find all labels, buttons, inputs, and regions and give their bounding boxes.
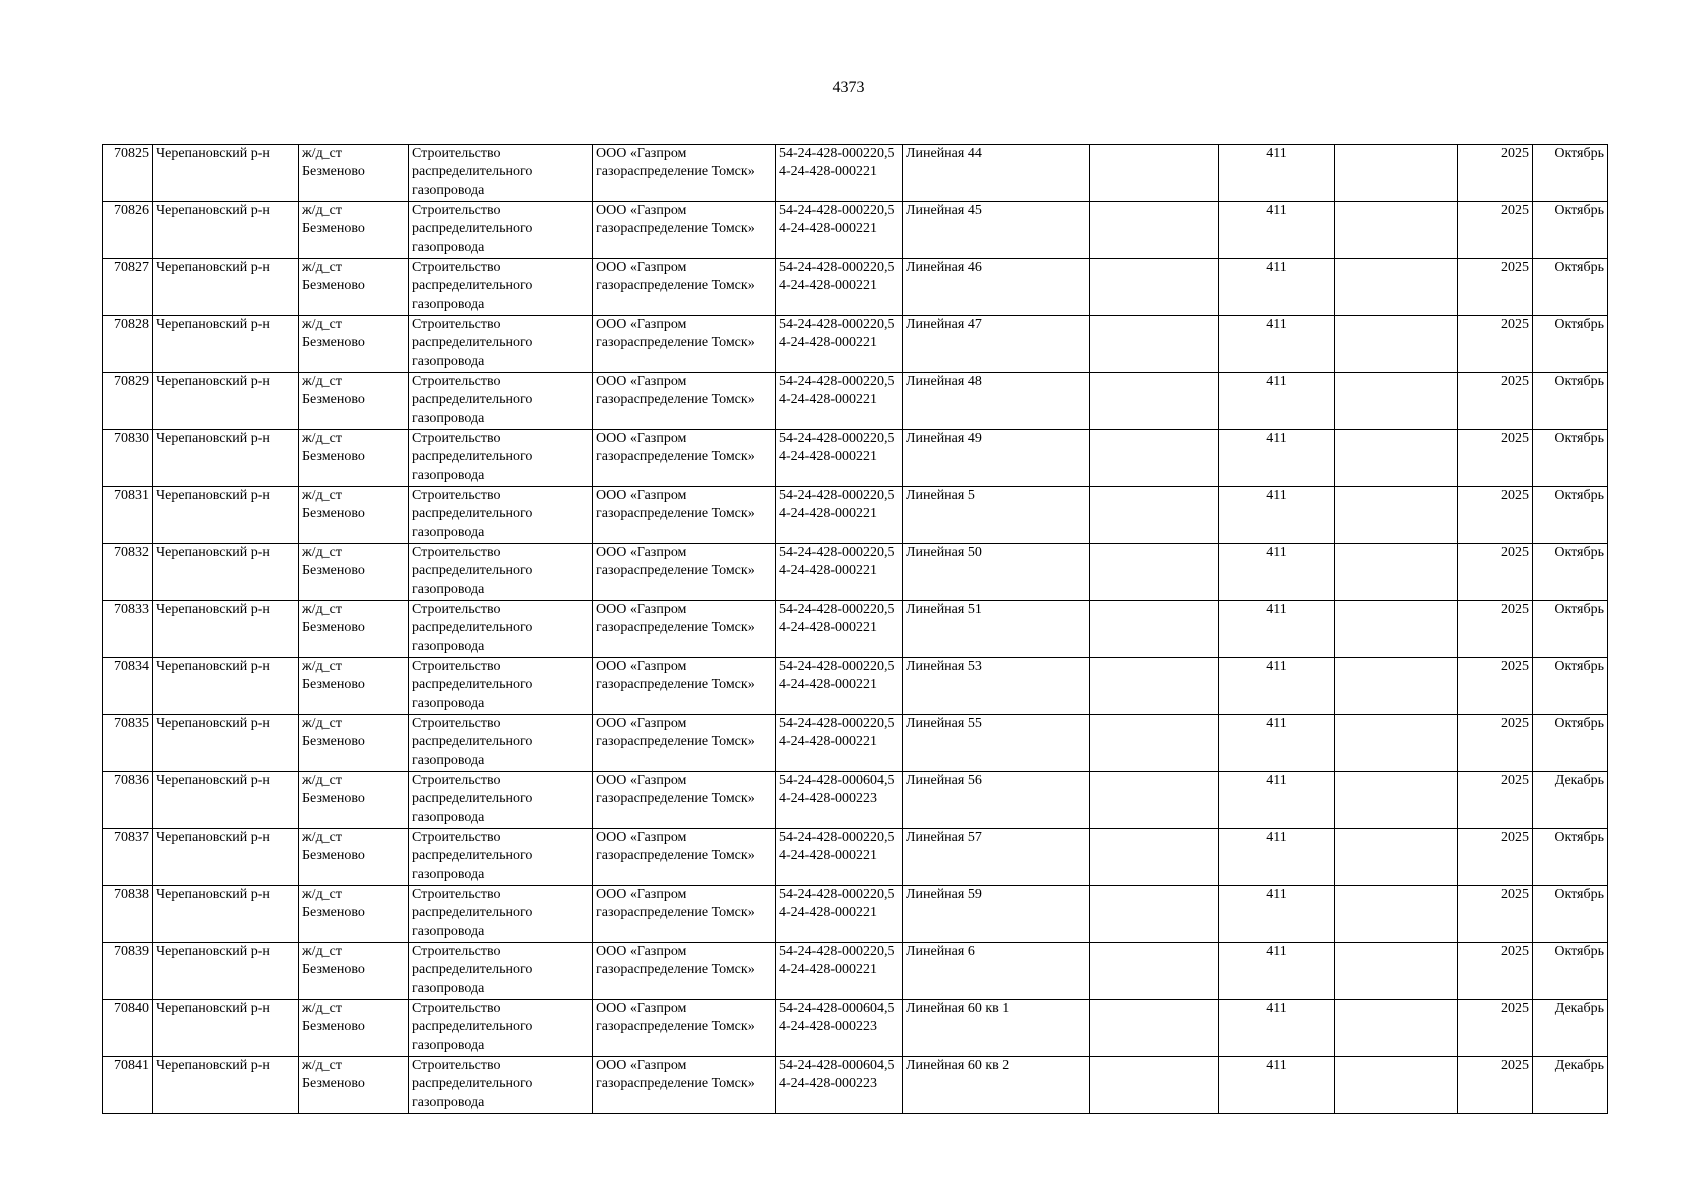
empty-cell	[1090, 202, 1219, 259]
year-cell: 2025	[1458, 202, 1533, 259]
cadastral-number-cell: 54-24-428-000220,54-24-428-000221	[776, 145, 903, 202]
locality-cell: ж/д_ст Безменово	[299, 943, 409, 1000]
table-row	[103, 316, 1608, 373]
year-cell: 2025	[1458, 772, 1533, 829]
object-name-cell: Линейная 48	[903, 373, 1090, 430]
locality-cell: ж/д_ст Безменово	[299, 373, 409, 430]
work-type-cell: Строительство распределительного газопровода	[409, 1000, 593, 1057]
district-cell: Черепановский р-н	[153, 316, 299, 373]
month-cell: Октябрь	[1533, 886, 1608, 943]
cadastral-number-cell: 54-24-428-000220,54-24-428-000221	[776, 886, 903, 943]
empty-cell	[1090, 1000, 1219, 1057]
work-type-cell: Строительство распределительного газопровода	[409, 544, 593, 601]
locality-cell: ж/д_ст Безменово	[299, 715, 409, 772]
cadastral-number-cell: 54-24-428-000220,54-24-428-000221	[776, 316, 903, 373]
locality-cell: ж/д_ст Безменово	[299, 544, 409, 601]
code-cell: 411	[1219, 259, 1335, 316]
object-name-cell: Линейная 49	[903, 430, 1090, 487]
empty-cell	[1090, 430, 1219, 487]
empty-cell	[1335, 601, 1458, 658]
row-number: 70838	[103, 886, 153, 943]
empty-cell	[1335, 487, 1458, 544]
page-number: 4373	[832, 79, 865, 96]
empty-cell	[1090, 715, 1219, 772]
row-number: 70836	[103, 772, 153, 829]
locality-cell: ж/д_ст Безменово	[299, 259, 409, 316]
month-cell: Декабрь	[1533, 1000, 1608, 1057]
empty-cell	[1335, 145, 1458, 202]
cadastral-number-cell: 54-24-428-000220,54-24-428-000221	[776, 430, 903, 487]
object-name-cell: Линейная 53	[903, 658, 1090, 715]
locality-cell: ж/д_ст Безменово	[299, 1000, 409, 1057]
locality-cell: ж/д_ст Безменово	[299, 658, 409, 715]
row-number: 70835	[103, 715, 153, 772]
month-cell: Октябрь	[1533, 316, 1608, 373]
month-cell: Октябрь	[1533, 430, 1608, 487]
empty-cell	[1090, 373, 1219, 430]
month-cell: Октябрь	[1533, 487, 1608, 544]
organization-cell: ООО «Газпром газораспределение Томск»	[593, 943, 776, 1000]
code-cell: 411	[1219, 316, 1335, 373]
year-cell: 2025	[1458, 316, 1533, 373]
object-name-cell: Линейная 60 кв 2	[903, 1057, 1090, 1114]
row-number: 70841	[103, 1057, 153, 1114]
month-cell: Октябрь	[1533, 202, 1608, 259]
table-row	[103, 601, 1608, 658]
object-name-cell: Линейная 44	[903, 145, 1090, 202]
row-number: 70827	[103, 259, 153, 316]
locality-cell: ж/д_ст Безменово	[299, 202, 409, 259]
year-cell: 2025	[1458, 715, 1533, 772]
organization-cell: ООО «Газпром газораспределение Томск»	[593, 715, 776, 772]
year-cell: 2025	[1458, 487, 1533, 544]
row-number: 70837	[103, 829, 153, 886]
year-cell: 2025	[1458, 658, 1533, 715]
work-type-cell: Строительство распределительного газопровода	[409, 772, 593, 829]
year-cell: 2025	[1458, 430, 1533, 487]
month-cell: Октябрь	[1533, 601, 1608, 658]
district-cell: Черепановский р-н	[153, 544, 299, 601]
code-cell: 411	[1219, 373, 1335, 430]
object-name-cell: Линейная 50	[903, 544, 1090, 601]
cadastral-number-cell: 54-24-428-000220,54-24-428-000221	[776, 202, 903, 259]
month-cell: Октябрь	[1533, 943, 1608, 1000]
cadastral-number-cell: 54-24-428-000220,54-24-428-000221	[776, 259, 903, 316]
empty-cell	[1335, 658, 1458, 715]
month-cell: Октябрь	[1533, 373, 1608, 430]
code-cell: 411	[1219, 658, 1335, 715]
year-cell: 2025	[1458, 373, 1533, 430]
month-cell: Октябрь	[1533, 544, 1608, 601]
cadastral-number-cell: 54-24-428-000604,54-24-428-000223	[776, 772, 903, 829]
row-number: 70832	[103, 544, 153, 601]
month-cell: Октябрь	[1533, 658, 1608, 715]
code-cell: 411	[1219, 1057, 1335, 1114]
year-cell: 2025	[1458, 1057, 1533, 1114]
object-name-cell: Линейная 55	[903, 715, 1090, 772]
object-name-cell: Линейная 56	[903, 772, 1090, 829]
empty-cell	[1335, 430, 1458, 487]
code-cell: 411	[1219, 1000, 1335, 1057]
cadastral-number-cell: 54-24-428-000220,54-24-428-000221	[776, 373, 903, 430]
locality-cell: ж/д_ст Безменово	[299, 487, 409, 544]
organization-cell: ООО «Газпром газораспределение Томск»	[593, 430, 776, 487]
row-number: 70834	[103, 658, 153, 715]
organization-cell: ООО «Газпром газораспределение Томск»	[593, 259, 776, 316]
object-name-cell: Линейная 5	[903, 487, 1090, 544]
work-type-cell: Строительство распределительного газопровода	[409, 658, 593, 715]
work-type-cell: Строительство распределительного газопровода	[409, 487, 593, 544]
empty-cell	[1335, 1000, 1458, 1057]
table-row	[103, 658, 1608, 715]
locality-cell: ж/д_ст Безменово	[299, 886, 409, 943]
row-number: 70833	[103, 601, 153, 658]
empty-cell	[1090, 259, 1219, 316]
empty-cell	[1335, 259, 1458, 316]
empty-cell	[1090, 658, 1219, 715]
organization-cell: ООО «Газпром газораспределение Томск»	[593, 316, 776, 373]
year-cell: 2025	[1458, 145, 1533, 202]
table-row	[103, 544, 1608, 601]
empty-cell	[1335, 829, 1458, 886]
row-number: 70826	[103, 202, 153, 259]
row-number: 70840	[103, 1000, 153, 1057]
code-cell: 411	[1219, 715, 1335, 772]
district-cell: Черепановский р-н	[153, 715, 299, 772]
empty-cell	[1090, 943, 1219, 1000]
locality-cell: ж/д_ст Безменово	[299, 772, 409, 829]
empty-cell	[1090, 145, 1219, 202]
locality-cell: ж/д_ст Безменово	[299, 601, 409, 658]
empty-cell	[1090, 1057, 1219, 1114]
work-type-cell: Строительство распределительного газопровода	[409, 316, 593, 373]
code-cell: 411	[1219, 601, 1335, 658]
table-row	[103, 1057, 1608, 1114]
district-cell: Черепановский р-н	[153, 259, 299, 316]
empty-cell	[1090, 601, 1219, 658]
year-cell: 2025	[1458, 943, 1533, 1000]
organization-cell: ООО «Газпром газораспределение Томск»	[593, 658, 776, 715]
code-cell: 411	[1219, 145, 1335, 202]
empty-cell	[1090, 886, 1219, 943]
district-cell: Черепановский р-н	[153, 943, 299, 1000]
district-cell: Черепановский р-н	[153, 772, 299, 829]
code-cell: 411	[1219, 544, 1335, 601]
cadastral-number-cell: 54-24-428-000220,54-24-428-000221	[776, 943, 903, 1000]
organization-cell: ООО «Газпром газораспределение Томск»	[593, 772, 776, 829]
table-row	[103, 943, 1608, 1000]
code-cell: 411	[1219, 487, 1335, 544]
year-cell: 2025	[1458, 1000, 1533, 1057]
empty-cell	[1090, 829, 1219, 886]
district-cell: Черепановский р-н	[153, 1000, 299, 1057]
month-cell: Декабрь	[1533, 1057, 1608, 1114]
district-cell: Черепановский р-н	[153, 829, 299, 886]
organization-cell: ООО «Газпром газораспределение Томск»	[593, 202, 776, 259]
row-number: 70839	[103, 943, 153, 1000]
month-cell: Декабрь	[1533, 772, 1608, 829]
empty-cell	[1335, 943, 1458, 1000]
work-type-cell: Строительство распределительного газопровода	[409, 259, 593, 316]
empty-cell	[1090, 316, 1219, 373]
registry-rows	[103, 145, 1608, 1114]
table-row	[103, 145, 1608, 202]
empty-cell	[1335, 544, 1458, 601]
empty-cell	[1335, 1057, 1458, 1114]
work-type-cell: Строительство распределительного газопровода	[409, 943, 593, 1000]
work-type-cell: Строительство распределительного газопровода	[409, 1057, 593, 1114]
cadastral-number-cell: 54-24-428-000220,54-24-428-000221	[776, 544, 903, 601]
empty-cell	[1335, 886, 1458, 943]
district-cell: Черепановский р-н	[153, 430, 299, 487]
month-cell: Октябрь	[1533, 715, 1608, 772]
organization-cell: ООО «Газпром газораспределение Томск»	[593, 373, 776, 430]
district-cell: Черепановский р-н	[153, 487, 299, 544]
work-type-cell: Строительство распределительного газопровода	[409, 715, 593, 772]
locality-cell: ж/д_ст Безменово	[299, 316, 409, 373]
organization-cell: ООО «Газпром газораспределение Томск»	[593, 1000, 776, 1057]
year-cell: 2025	[1458, 601, 1533, 658]
empty-cell	[1090, 487, 1219, 544]
district-cell: Черепановский р-н	[153, 373, 299, 430]
district-cell: Черепановский р-н	[153, 886, 299, 943]
object-name-cell: Линейная 6	[903, 943, 1090, 1000]
district-cell: Черепановский р-н	[153, 202, 299, 259]
cadastral-number-cell: 54-24-428-000220,54-24-428-000221	[776, 829, 903, 886]
table-row	[103, 430, 1608, 487]
table-row	[103, 259, 1608, 316]
code-cell: 411	[1219, 886, 1335, 943]
locality-cell: ж/д_ст Безменово	[299, 145, 409, 202]
work-type-cell: Строительство распределительного газопровода	[409, 373, 593, 430]
table-row	[103, 886, 1608, 943]
object-name-cell: Линейная 59	[903, 886, 1090, 943]
code-cell: 411	[1219, 943, 1335, 1000]
table-row	[103, 772, 1608, 829]
district-cell: Черепановский р-н	[153, 145, 299, 202]
row-number: 70831	[103, 487, 153, 544]
organization-cell: ООО «Газпром газораспределение Томск»	[593, 145, 776, 202]
object-name-cell: Линейная 57	[903, 829, 1090, 886]
empty-cell	[1090, 772, 1219, 829]
object-name-cell: Линейная 51	[903, 601, 1090, 658]
table-row	[103, 487, 1608, 544]
work-type-cell: Строительство распределительного газопровода	[409, 829, 593, 886]
work-type-cell: Строительство распределительного газопровода	[409, 430, 593, 487]
empty-cell	[1335, 316, 1458, 373]
cadastral-number-cell: 54-24-428-000604,54-24-428-000223	[776, 1057, 903, 1114]
cadastral-number-cell: 54-24-428-000220,54-24-428-000221	[776, 715, 903, 772]
work-type-cell: Строительство распределительного газопровода	[409, 601, 593, 658]
work-type-cell: Строительство распределительного газопровода	[409, 886, 593, 943]
locality-cell: ж/д_ст Безменово	[299, 829, 409, 886]
row-number: 70829	[103, 373, 153, 430]
month-cell: Октябрь	[1533, 829, 1608, 886]
locality-cell: ж/д_ст Безменово	[299, 430, 409, 487]
code-cell: 411	[1219, 430, 1335, 487]
code-cell: 411	[1219, 202, 1335, 259]
organization-cell: ООО «Газпром газораспределение Томск»	[593, 886, 776, 943]
organization-cell: ООО «Газпром газораспределение Томск»	[593, 601, 776, 658]
row-number: 70825	[103, 145, 153, 202]
cadastral-number-cell: 54-24-428-000604,54-24-428-000223	[776, 1000, 903, 1057]
code-cell: 411	[1219, 772, 1335, 829]
organization-cell: ООО «Газпром газораспределение Томск»	[593, 1057, 776, 1114]
object-name-cell: Линейная 45	[903, 202, 1090, 259]
object-name-cell: Линейная 60 кв 1	[903, 1000, 1090, 1057]
empty-cell	[1335, 202, 1458, 259]
district-cell: Черепановский р-н	[153, 601, 299, 658]
cadastral-number-cell: 54-24-428-000220,54-24-428-000221	[776, 487, 903, 544]
cadastral-number-cell: 54-24-428-000220,54-24-428-000221	[776, 658, 903, 715]
object-name-cell: Линейная 46	[903, 259, 1090, 316]
organization-cell: ООО «Газпром газораспределение Томск»	[593, 544, 776, 601]
year-cell: 2025	[1458, 886, 1533, 943]
year-cell: 2025	[1458, 259, 1533, 316]
work-type-cell: Строительство распределительного газопровода	[409, 145, 593, 202]
organization-cell: ООО «Газпром газораспределение Томск»	[593, 487, 776, 544]
empty-cell	[1335, 772, 1458, 829]
table-row	[103, 1000, 1608, 1057]
row-number: 70830	[103, 430, 153, 487]
empty-cell	[1335, 715, 1458, 772]
code-cell: 411	[1219, 829, 1335, 886]
district-cell: Черепановский р-н	[153, 658, 299, 715]
organization-cell: ООО «Газпром газораспределение Томск»	[593, 829, 776, 886]
month-cell: Октябрь	[1533, 259, 1608, 316]
table-row	[103, 715, 1608, 772]
year-cell: 2025	[1458, 829, 1533, 886]
object-name-cell: Линейная 47	[903, 316, 1090, 373]
table-row	[103, 202, 1608, 259]
work-type-cell: Строительство распределительного газопровода	[409, 202, 593, 259]
locality-cell: ж/д_ст Безменово	[299, 1057, 409, 1114]
table-row	[103, 829, 1608, 886]
year-cell: 2025	[1458, 544, 1533, 601]
cadastral-number-cell: 54-24-428-000220,54-24-428-000221	[776, 601, 903, 658]
empty-cell	[1090, 544, 1219, 601]
registry-table	[102, 144, 1608, 1114]
district-cell: Черепановский р-н	[153, 1057, 299, 1114]
row-number: 70828	[103, 316, 153, 373]
month-cell: Октябрь	[1533, 145, 1608, 202]
table-row	[103, 373, 1608, 430]
empty-cell	[1335, 373, 1458, 430]
